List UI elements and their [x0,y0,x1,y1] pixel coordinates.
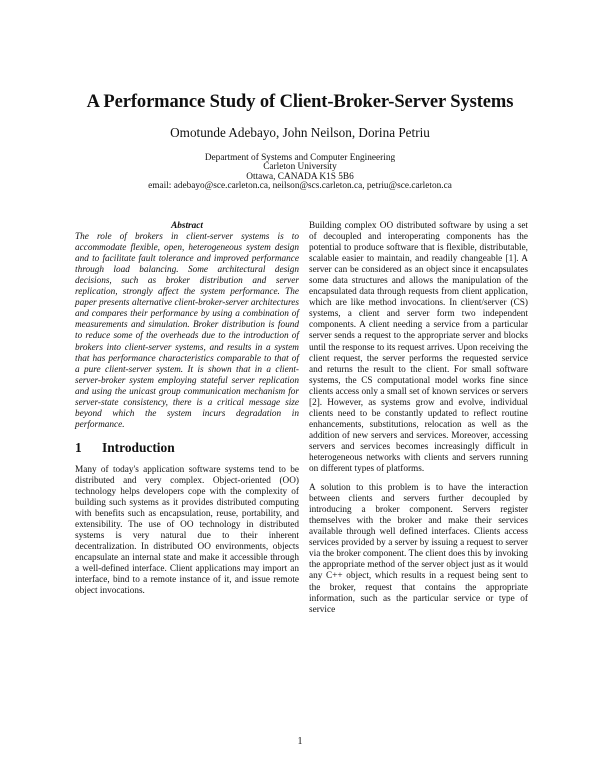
paragraph-gap [309,475,528,483]
page-number: 1 [297,736,303,747]
right-column [309,221,528,616]
abstract-heading: Abstract [171,221,203,231]
intro-paragraph-3: A solution to this problem is to have the interaction between clients and servers further decoupled by introducing a broker component. Servers register themselves with the broker and make their services available through well defined interfaces. Clients access services provided by a server by issuing a request to server via the broker component. The client does this by invoking the appropriate method of the server object just as it would any C++ object, which results in a request being sent to the broker, request that contains the appropriate information, such as the particular service or type of service [309,483,528,615]
section-number: 1 [75,439,82,455]
affiliation-department: Department of Systems and Computer Engineering [204,153,396,163]
left-column [75,221,299,597]
affiliation-university: Carleton University [263,162,337,173]
affiliation-block [0,154,600,191]
intro-paragraph-2: Building complex OO distributed software by using a set of decoupled and interoperating components has the potential to produce software that is flexible, distributable, scalable easier to maintain, and readily changeable [1]. A server can be considered as an object since it encapsulates some data structures and allows the manipulation of the encapsulated data through requests from client application, which are like method invocations. In client/server (CS) systems, a client and server form two independent components. A client needing a service from a particular server sends a request to the appropriate server and blocks until the response to its request arrives. Upon receiving the client request, the server performs the requested service and returns the result to the client. For small software systems, the CS computational model works fine since clients access only a small set of known services or servers [2]. However, as systems grow and evolve, individual clients need to be constantly updated to reflect routine enhancements, substitutions, relocation as well as the addition of new servers and services. Moreover, accessing servers and services becomes increasingly difficult in heterogeneous networks with clients and servers running on different types of platforms. [309,221,528,475]
paper-title: A Performance Study of Client-Broker-Server Systems [86,92,514,112]
abstract-text: The role of brokers in client-server systems is to accommodate flexible, open, heterogeneous system design and to facilitate fault tolerance and improved performance through load balancing. Some architectural design decisions, such as broker distribution and server replication, strongly affect the system performance. The paper presents alternative client-broker-server architectures and compares their performance by using a combination of measurements and simulation. Broker distribution is found to reduce some of the overheads due to the introduction of brokers into client-server systems, and results in a system that has performance characteristics comparable to that of a pure client-server system. It is shown that in a client-server-broker system employing stateful server replication and using the unicast group communication mechanism for server-state consistency, there is a critical message size beyond which the system incurs degradation in performance. [75,232,299,430]
section-title: Introduction [102,439,175,455]
affiliation-email: email: adebayo@sce.carleton.ca, neilson@scs.carleton.ca, petriu@sce.carleton.ca [148,180,452,191]
intro-paragraph-1: Many of today's application software systems tend to be distributed and very complex. Object-oriented (OO) technology helps developers cope with the complexity of building such systems as it provides distributed computing with benefits such as encapsulation, reuse, portability, and extensibility. The use of OO technology in distributed systems is very natural due to their inherent decentralization. In distributed OO environments, objects encapsulate an internal state and make it accessible through a well-defined interface. Client applications may import an interface, bind to a remote instance of it, and issue remote object invocations. [75,464,299,597]
section-heading-introduction [75,441,299,455]
affiliation-city: Ottawa, CANADA K1S 5B6 [246,171,354,182]
author-list: Omotunde Adebayo, John Neilson, Dorina Petriu [170,125,430,140]
